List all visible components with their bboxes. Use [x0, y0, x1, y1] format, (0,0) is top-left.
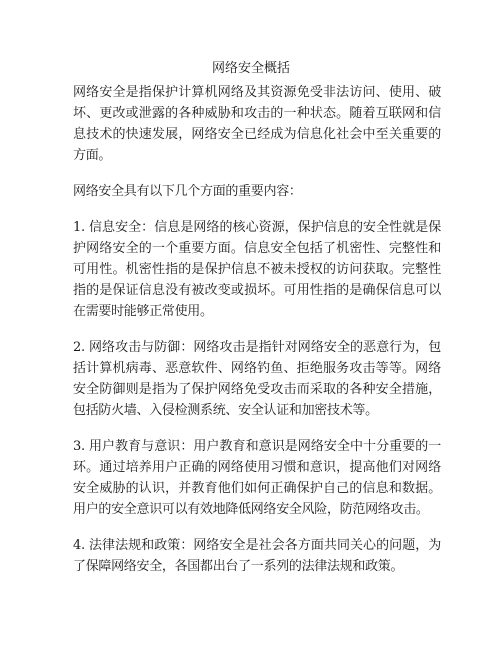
- document-body: [73, 82, 441, 592]
- document-title: 网络安全概括: [211, 61, 290, 76]
- paragraph-laws-policies: 4. 法律法规和政策：网络安全是社会各方面共同关心的问题，为了保障网络安全，各国都出台了一系列的法律法规和政策。: [73, 538, 441, 574]
- paragraph-information-security: 1. 信息安全：信息是网络的核心资源，保护信息的安全性就是保护网络安全的一个重要方面。信息安全包括了机密性、完整性和可用性。机密性指的是保护信息不被未授权的访问获取。完整性指的是保证信息没有被改变或损坏。可用性指的是确保信息可以在需要时能够正常使用。: [73, 220, 441, 319]
- paragraph-user-education: 3. 用户教育与意识：用户教育和意识是网络安全中十分重要的一环。通过培养用户正确的网络使用习惯和意识，提高他们对网络安全威胁的认识，并教育他们如何正确保护自己的信息和数据。用户的安全意识可以有效地降低网络安全风险，防范网络攻击。: [73, 439, 441, 517]
- paragraph-intro: 网络安全是指保护计算机网络及其资源免受非法访问、使用、破坏、更改或泄露的各种威胁和攻击的一种状态。随着互联网和信息技术的快速发展，网络安全已经成为信息化社会中至关重要的方面。: [73, 85, 441, 163]
- paragraph-attack-defense: 2. 网络攻击与防御：网络攻击是指针对网络安全的恶意行为，包括计算机病毒、恶意软件、网络钓鱼、拒绝服务攻击等等。网络安全防御则是指为了保护网络免受攻击而采取的各种安全措施，包括防火墙、入侵检测系统、安全认证和加密技术等。: [73, 340, 441, 418]
- paragraph-lead-in: 网络安全具有以下几个方面的重要内容：: [73, 184, 302, 199]
